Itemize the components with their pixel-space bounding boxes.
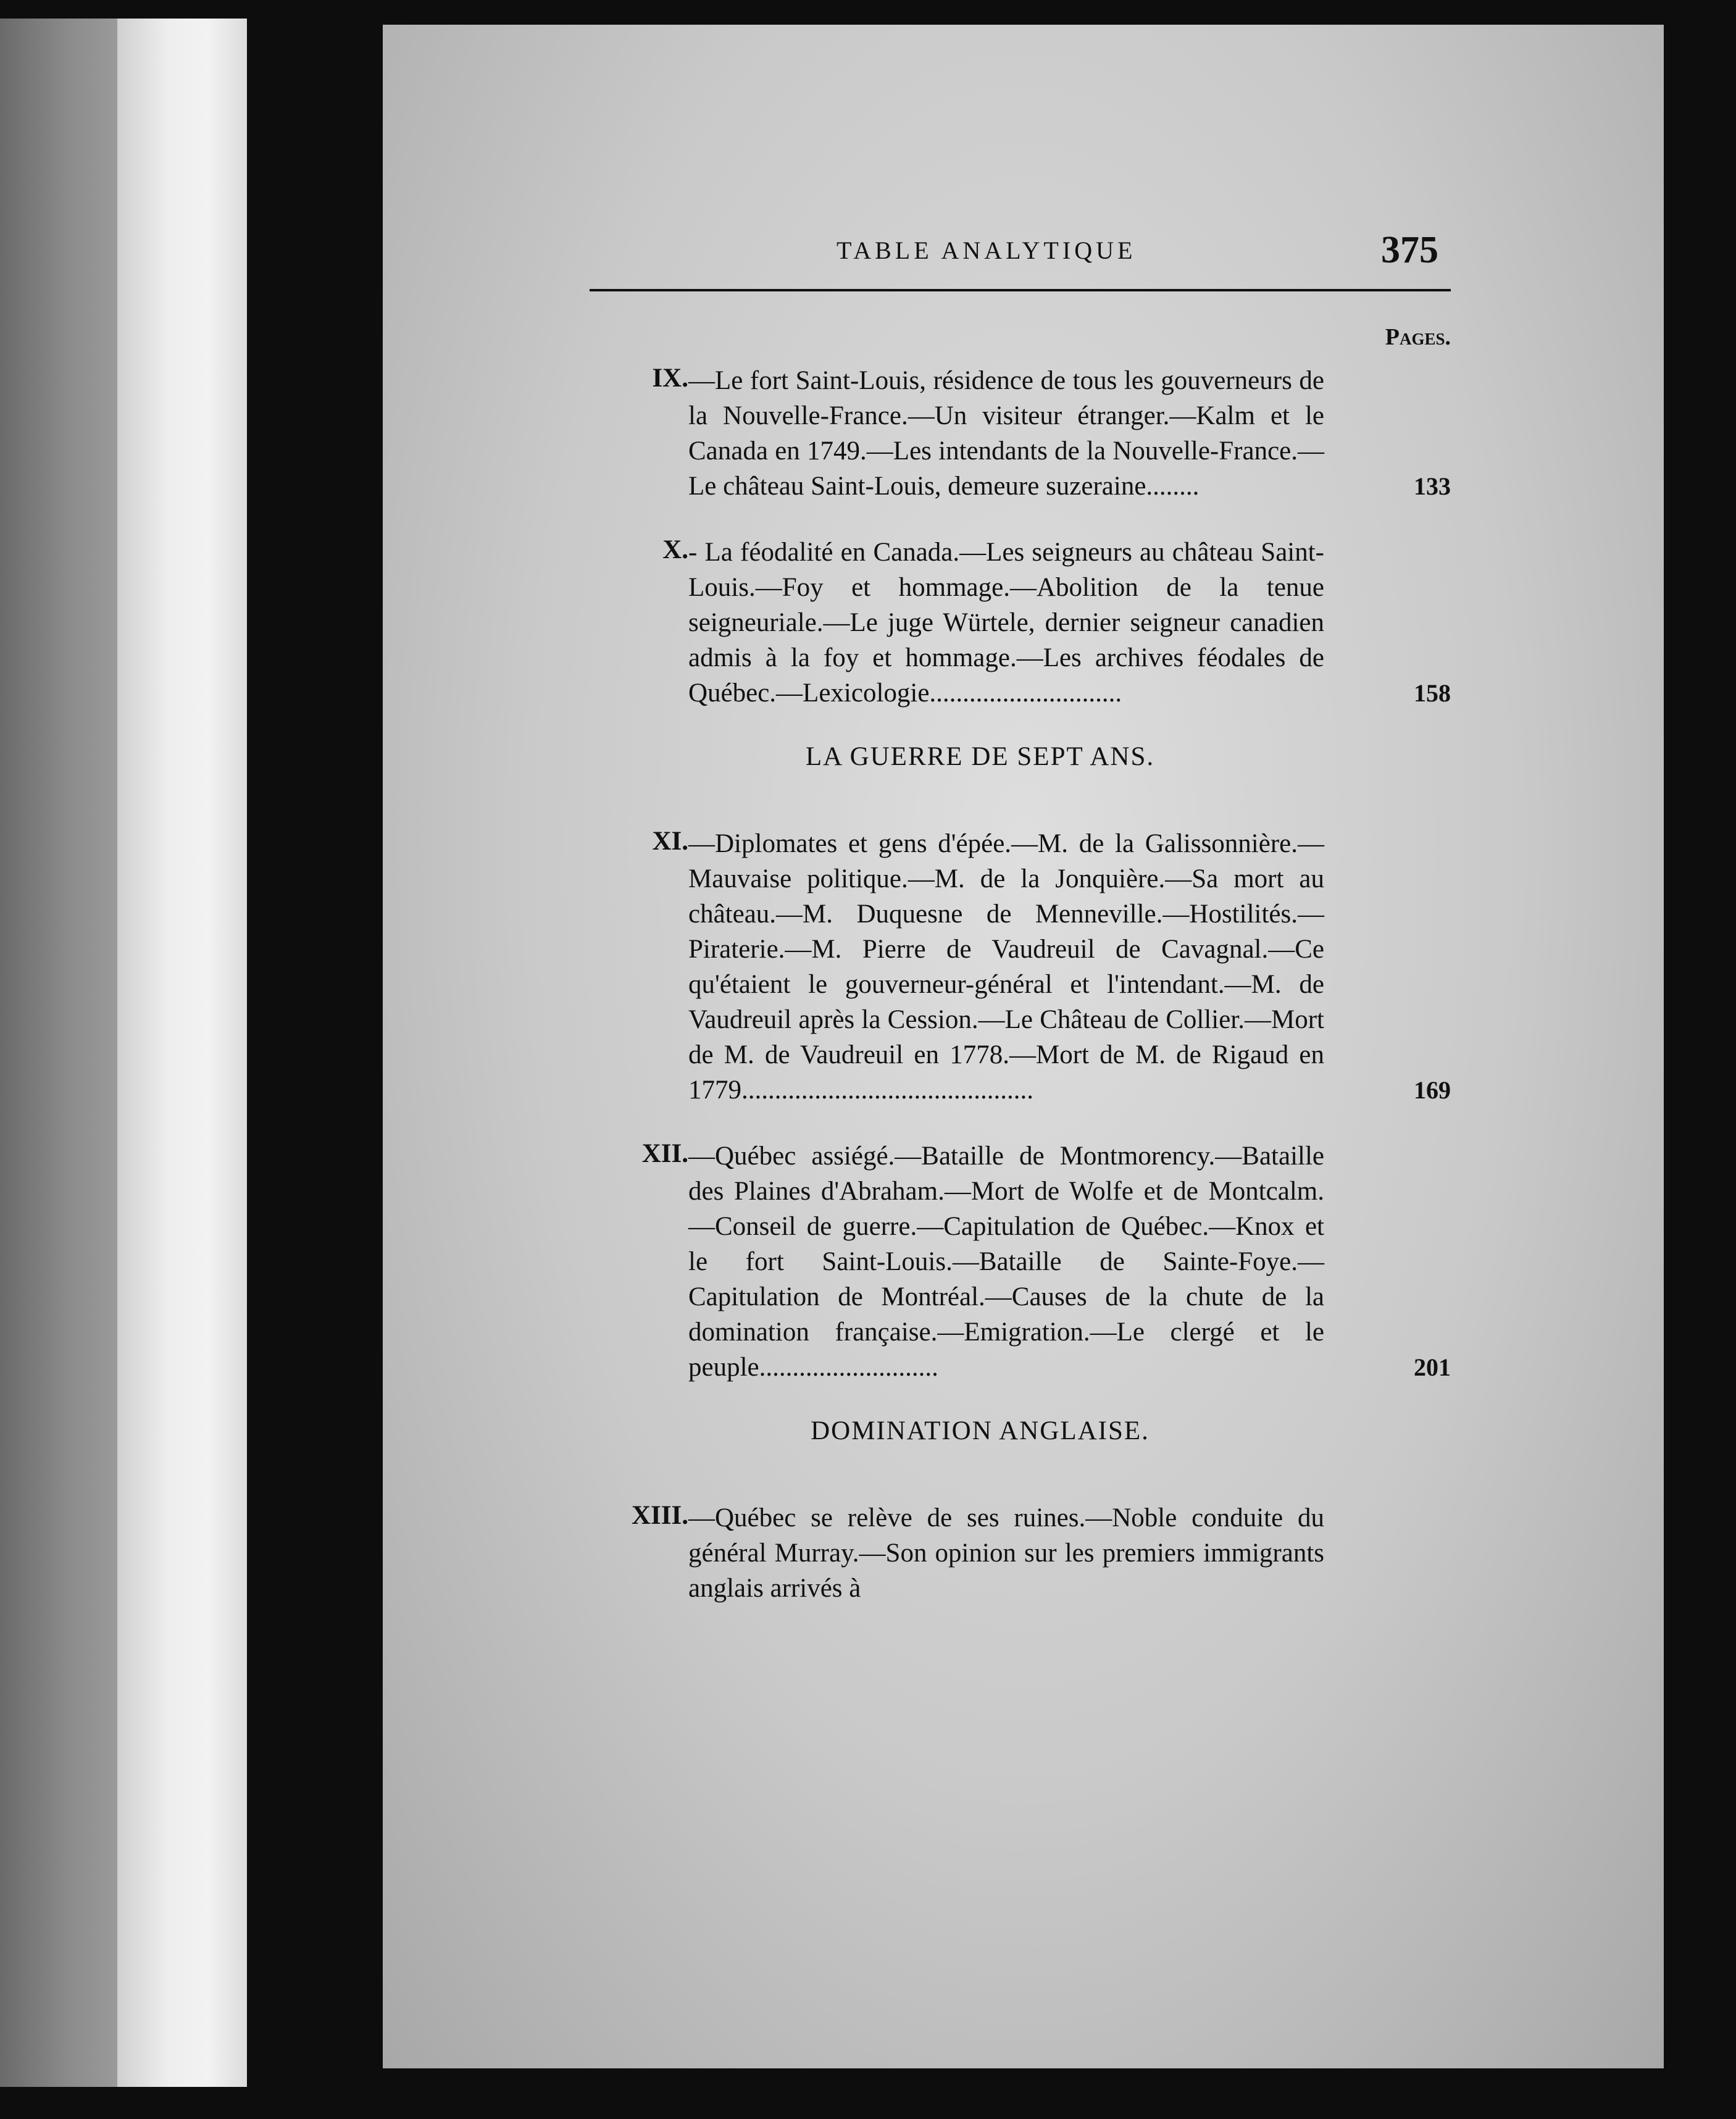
chapter-number: XII. [641,1139,688,1168]
running-header [590,228,1451,278]
chapter-number: XI. [652,827,688,856]
facing-page-edge [0,19,117,2087]
section-heading-guerre: LA GUERRE DE SEPT ANS. [805,742,1155,771]
toc-entry-xi [590,826,1451,1108]
page-number: 375 [1381,229,1438,271]
chapter-number: IX. [652,364,688,393]
toc-entry-xiii [590,1500,1451,1606]
chapter-page: 133 [1414,472,1451,500]
chapter-summary: —Le fort Saint-Louis, résidence de tous les gouverneurs de la Nouvelle-France.—Un visiteur étranger.—Kalm et le Canada en 1749.—Les intendants de la Nouvelle-France.—Le château Saint-Louis, demeure suzeraine........ [688,366,1324,501]
book-gutter [117,19,247,2087]
toc-entry-ix [590,363,1451,504]
chapter-page: 158 [1414,679,1451,707]
page-content [590,228,1451,1637]
section-heading-domination: DOMINATION ANGLAISE. [811,1416,1150,1445]
chapter-summary: —Québec se relève de ses ruines.—Noble conduite du général Murray.—Son opinion sur les premiers immigrants anglais arrivés à [688,1503,1324,1603]
running-title: TABLE ANALYTIQUE [837,236,1137,264]
header-rule [590,289,1451,291]
toc-entry-x [590,535,1451,711]
chapter-summary: - La féodalité en Canada.—Les seigneurs au château Saint-Louis.—Foy et hommage.—Abolition de la tenue seigneuriale.—Le juge Würtele, dernier seigneur canadien admis à la foy et hommage.—Les archives féodales de Québec.—Lexicologie............................. [688,538,1324,708]
chapter-number: XIII. [631,1501,688,1530]
toc-entry-xii [590,1139,1451,1385]
chapter-page: 169 [1414,1076,1451,1104]
chapter-summary: —Québec assiégé.—Bataille de Montmorency.—Bataille des Plaines d'Abraham.—Mort de Wolfe et de Montcalm.—Conseil de guerre.—Capitulation de Québec.—Knox et le fort Saint-Louis.—Bataille de Sainte-Foye.—Capitulation de Montréal.—Causes de la chute de la domination française.—Emigration.—Le clergé et le peuple........................... [688,1142,1324,1382]
chapter-summary: —Diplomates et gens d'épée.—M. de la Galissonnière.—Mauvaise politique.—M. de la Jonquière.—Sa mort au château.—M. Duquesne de Menneville.—Hostilités.—Piraterie.—M. Pierre de Vaudreuil de Cavagnal.—Ce qu'étaient le gouverneur-général et l'intendant.—M. de Vaudreuil après la Cession.—Le Château de Collier.—Mort de M. de Vaudreuil en 1778.—Mort de M. de Rigaud en 1779............................................ [688,829,1324,1105]
chapter-page: 201 [1414,1353,1451,1381]
chapter-number: X. [662,535,688,564]
pages-column-label: Pages. [1385,324,1451,350]
